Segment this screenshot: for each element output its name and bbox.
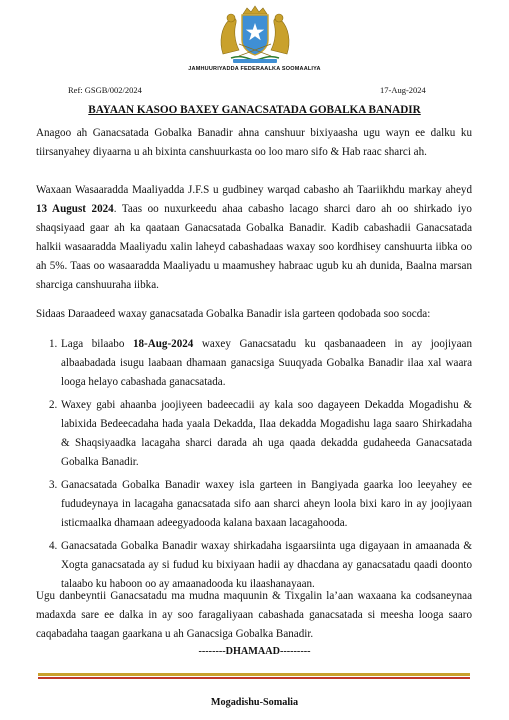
list-item: [36, 537, 472, 594]
list-item-text: Waxey gabi ahaanba joojiyeen badeecadii ay kala soo dagayeen Dekadda Mogadishu & labixida Bedeecadaha hada yaala Dekadda, Ilaa dekadda Mogadishu laga saaro Shirkadaha & Shaqsiyaadka lacagaha sharci darada ah uga qaada dekadda gudaheeda Ganacsatada Gobalka Banadir.: [61, 399, 472, 468]
list-item-text: Ganacsatada Gobalka Banadir waxey isla garteen in Bangiyada gaarka loo leeyahey ee fududeynaya in lacagaha ganacsatada sifo aan sharci aheyn loola bixi karo in ay joojiyaan isticmaalka dhamaan adeegyadooda kalana baxaan lacagahooda.: [61, 479, 472, 529]
list-item-text-post: waxey Ganacsatadu ku qasbanaadeen in ay joojiyaan albaabadada isugu laabaan dhamaan ganacsiga Suuqyada Gobalka Banadir ilaa xal waara looga helayo cabashada ganacsatada.: [61, 338, 472, 388]
footer-divider: [38, 661, 470, 681]
list-item: [36, 335, 472, 392]
paragraph-intro: Anagoo ah Ganacsatada Gobalka Banadir ahna canshuur bixiyaasha ugu wayn ee dalku ku tiirsanyahey diyaarna u ah bixinta canshuurkasta oo loo maro sifo & Hab raac sharci ah.: [36, 127, 472, 158]
resolutions-list: [36, 335, 472, 598]
list-item-number: 2.: [49, 399, 58, 411]
list-item-number: 4.: [49, 540, 58, 552]
document-date: 17-Aug-2024: [380, 85, 426, 95]
paragraph-complaint-text-b: . Taas oo nuxurkeedu ahaa cabasho lacago sharci daro ah oo shirkado iyo shaqsiyaad gaar ah ka qaataan Ganacsatada Gobalka Banadir. Kadib cabashadii Ganacsatada halkii wasaaradda Maaliyadu xalin laheyd cabashadaas waxay soo kordhisey canshuurta iibka oo ah 5%. Taas oo wasaaradda Maaliyadu u maamushey habraac ugub ku ah dunida, Baalna marsan sharciga canshuuraha iibka.: [36, 203, 472, 291]
government-name: JAMHUURIYADDA FEDERAALKA SOOMAALIYA: [188, 66, 321, 72]
paragraph-conclusion: Ugu danbeyntii Ganacsatadu ma mudna maquunin & Tixgalin la’aan waxaana ka codsaneynaa madaxda sare ee dalka in ay soo faragaliyaan cabashada ganacsatada si meesha looga saaro caqabadaha taagan gaarkana u ah Ganacsiga Gobalka Banadir.: [36, 590, 472, 640]
list-item-text: Laga bilaabo: [61, 338, 133, 350]
reference-number: Ref: GSGB/002/2024: [68, 85, 142, 95]
complaint-date: 13 August 2024: [36, 203, 114, 215]
document-title: BAYAAN KASOO BAXEY GANACSATADA GOBALKA BANADIR: [88, 104, 421, 116]
list-item: [36, 476, 472, 533]
list-item: [36, 396, 472, 472]
list-item-number: 1.: [49, 338, 58, 350]
list-item-number: 3.: [49, 479, 58, 491]
list-item-text: Ganacsatada Gobalka Banadir waxay shirkadaha isgaarsiinta uga digayaan in amaanada & Xogta ganacsatada ay si fudud ku bixiyaan hadii ay dhacdana ay ganacsatadu qaadi doonto talaabo ku haboon oo ay amaanadooda ku ilaashanayaan.: [61, 540, 472, 590]
paragraph-complaint: [36, 181, 472, 295]
paragraph-complaint-text-a: Waxaan Wasaaradda Maaliyadda J.F.S u gudbiney warqad cabasho ah Taariikhdu markay aheyd: [36, 184, 472, 196]
coat-of-arms-emblem: [209, 4, 301, 66]
paragraph-resolutions-intro: Sidaas Daraadeed waxay ganacsatada Gobalka Banadir isla garteen qodobada soo socda:: [36, 308, 431, 320]
footer-location: Mogadishu-Somalia: [210, 697, 299, 708]
list-item-bold: 18-Aug-2024: [132, 338, 194, 350]
end-marker: --------DHAMAAD---------: [198, 646, 311, 657]
